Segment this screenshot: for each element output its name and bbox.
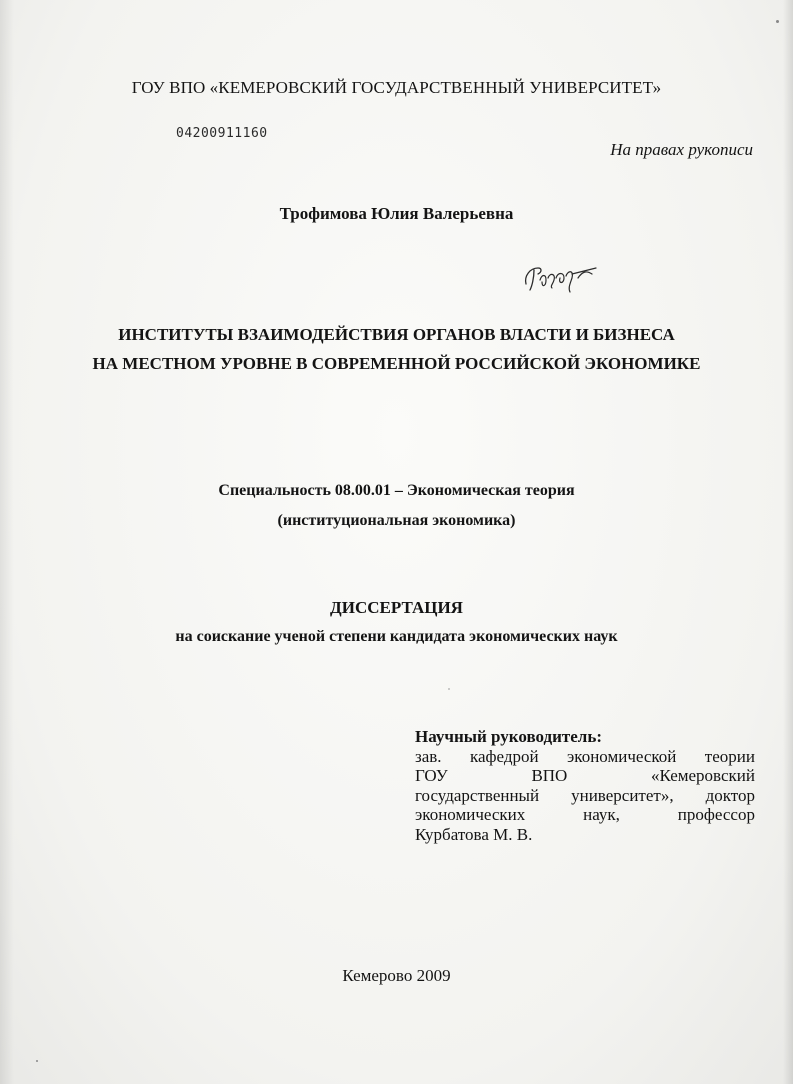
advisor-line-1 xyxy=(415,747,755,767)
advisor-word: теории xyxy=(704,746,755,766)
rights-note: На правах рукописи xyxy=(610,140,753,159)
advisor-word: экономических xyxy=(415,805,526,824)
advisor-line-2 xyxy=(415,766,755,786)
advisor-word: зав. xyxy=(415,746,442,766)
advisor-word: университет», xyxy=(571,785,674,805)
advisor-name: Курбатова М. В. xyxy=(415,824,533,844)
advisor-word: профессор xyxy=(677,805,755,824)
scan-speck xyxy=(448,688,450,690)
author-name: Трофимова Юлия Валерьевна xyxy=(279,204,514,223)
advisor-word: ВПО xyxy=(531,766,568,785)
advisor-word: экономической xyxy=(567,746,677,766)
advisor-word: доктор xyxy=(705,785,755,805)
registration-number: 04200911160 xyxy=(176,126,268,141)
author-signature xyxy=(520,258,600,296)
advisor-word: государственный xyxy=(415,785,540,805)
university-name: ГОУ ВПО «КЕМЕРОВСКИЙ ГОСУДАРСТВЕННЫЙ УНИВЕРСИТЕТ» xyxy=(131,78,662,97)
specialty-line-2: (институциональная экономика) xyxy=(277,512,516,529)
dissertation-title-line-1: ИНСТИТУТЫ ВЗАИМОДЕЙСТВИЯ ОРГАНОВ ВЛАСТИ И БИЗНЕСА xyxy=(118,325,675,344)
dissertation-heading: ДИССЕРТАЦИЯ xyxy=(330,598,463,617)
specialty-line-1: Специальность 08.00.01 – Экономическая теория xyxy=(218,482,575,499)
advisor-word: кафедрой xyxy=(469,746,539,766)
scan-speck xyxy=(776,20,779,23)
scan-edge-right xyxy=(783,0,793,1084)
advisor-block xyxy=(415,727,755,844)
dissertation-title-line-2: НА МЕСТНОМ УРОВНЕ В СОВРЕМЕННОЙ РОССИЙСКОЙ ЭКОНОМИКЕ xyxy=(92,354,701,373)
advisor-word: наук, xyxy=(583,805,620,824)
advisor-heading: Научный руководитель: xyxy=(415,727,602,746)
advisor-line-4 xyxy=(415,805,755,825)
advisor-word: ГОУ xyxy=(415,766,448,785)
dissertation-subheading: на соискание ученой степени кандидата экономических наук xyxy=(175,628,618,645)
scan-edge-left xyxy=(0,0,14,1084)
advisor-line-3 xyxy=(415,786,755,806)
city-year: Кемерово 2009 xyxy=(342,966,451,985)
advisor-word: «Кемеровский xyxy=(651,766,755,785)
scan-speck xyxy=(36,1060,38,1062)
